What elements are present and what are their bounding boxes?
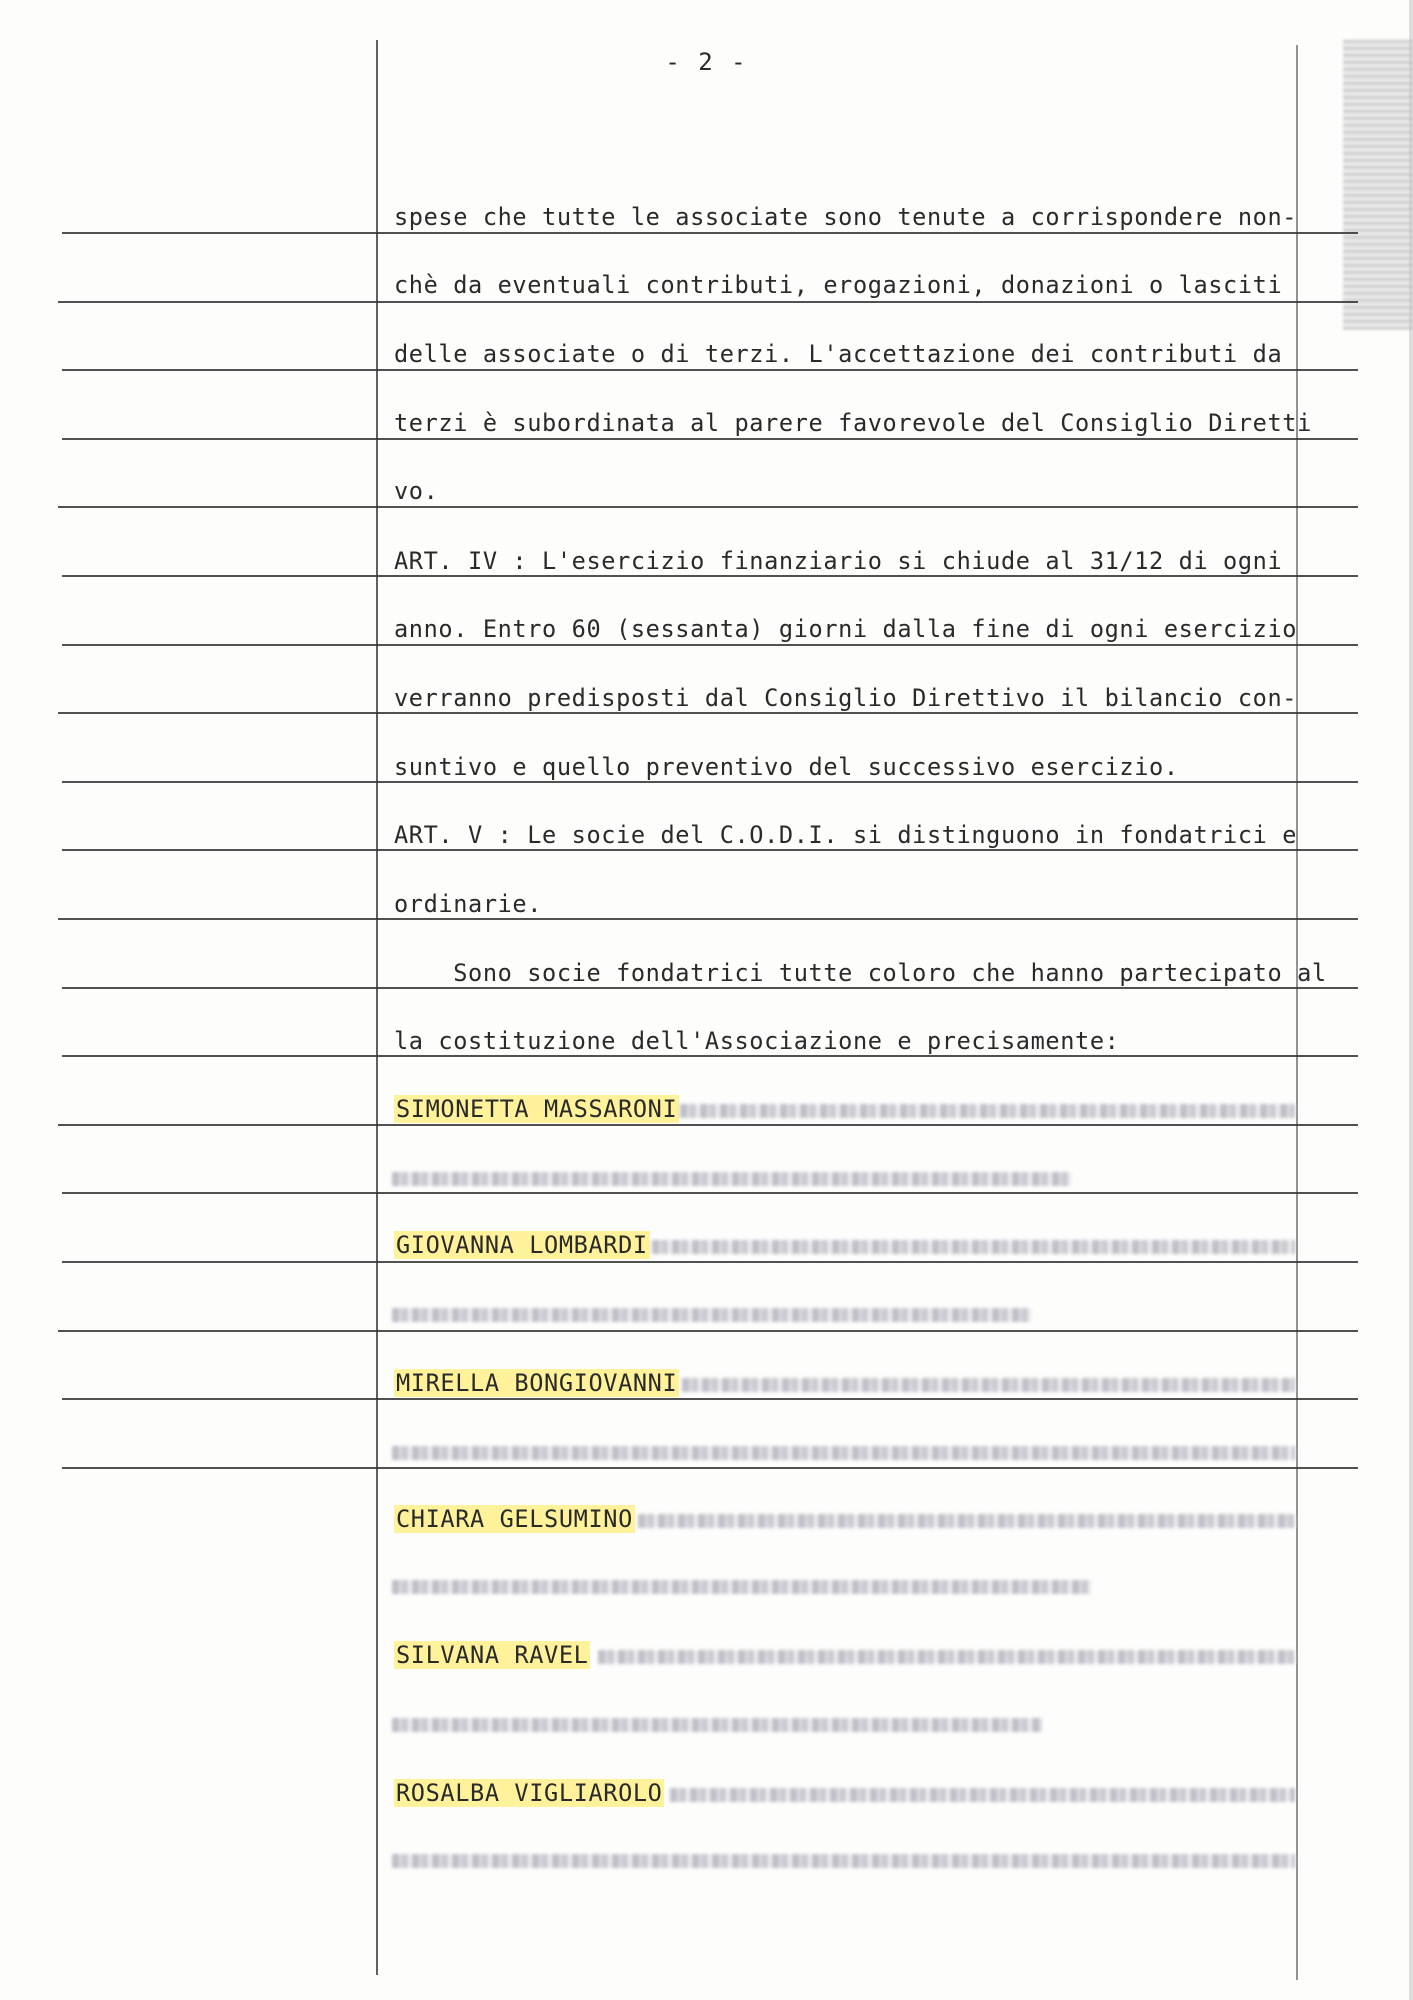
ruled-line [62, 1398, 1358, 1400]
scan-edge [1409, 0, 1413, 2000]
ruled-line [62, 438, 1358, 440]
founder-entry [394, 1504, 635, 1534]
page-number: - 2 - [665, 48, 748, 76]
text-line: ART. IV : L'esercizio finanziario si chiude al 31/12 di ogni [394, 547, 1283, 575]
ruled-line [62, 1467, 1358, 1469]
text-line: spese che tutte le associate sono tenute a corrispondere non- [394, 203, 1298, 231]
founder-name: SIMONETTA MASSARONI [396, 1095, 678, 1123]
text-line: ART. V : Le socie del C.O.D.I. si distinguono in fondatrici e [394, 821, 1298, 849]
text-line: verranno predisposti dal Consiglio Direttivo il bilancio con- [394, 684, 1298, 712]
redacted-details [392, 1446, 1295, 1460]
text-line: la costituzione dell'Associazione e precisamente: [394, 1027, 1120, 1055]
ruled-line [58, 1330, 1358, 1332]
ruled-line [58, 506, 1358, 508]
founder-entry [394, 1778, 664, 1808]
founder-entry [394, 1640, 590, 1670]
ruled-line [62, 1192, 1358, 1194]
founder-name: CHIARA GELSUMINO [396, 1505, 633, 1533]
founder-entry [394, 1368, 679, 1398]
founder-name: MIRELLA BONGIOVANNI [396, 1369, 678, 1397]
left-margin-rule [376, 40, 378, 1975]
founder-entry [394, 1230, 650, 1260]
redacted-details [392, 1172, 1072, 1186]
text-line: terzi è subordinata al parere favorevole del Consiglio Diretti [394, 409, 1312, 437]
founder-name: SILVANA RAVEL [396, 1641, 589, 1669]
redacted-details [682, 1378, 1295, 1392]
text-line: vo. [394, 477, 439, 505]
redacted-details [392, 1718, 1042, 1732]
redacted-details [670, 1788, 1295, 1802]
ruled-line [62, 232, 1358, 234]
redacted-details [392, 1854, 1295, 1868]
redacted-details [680, 1104, 1295, 1118]
scan-shadow [1343, 40, 1413, 330]
ruled-line [62, 1261, 1358, 1263]
redacted-details [392, 1308, 1032, 1322]
text-line: ordinarie. [394, 890, 543, 918]
right-margin-rule [1296, 45, 1298, 1980]
text-line: anno. Entro 60 (sessanta) giorni dalla fine di ogni esercizio [394, 615, 1298, 643]
ruled-line [58, 918, 1358, 920]
founder-name: ROSALBA VIGLIAROLO [396, 1779, 663, 1807]
redacted-details [638, 1514, 1295, 1528]
text-line: suntivo e quello preventivo del successivo esercizio. [394, 753, 1179, 781]
text-line: Sono socie fondatrici tutte coloro che hanno partecipato al [394, 959, 1327, 987]
redacted-details [392, 1580, 1092, 1594]
founder-entry [394, 1094, 679, 1124]
ruled-line [62, 369, 1358, 371]
redacted-details [652, 1240, 1295, 1254]
text-line: chè da eventuali contributi, erogazioni, donazioni o lasciti [394, 271, 1283, 299]
ruled-line [58, 301, 1358, 303]
text-line: delle associate o di terzi. L'accettazione dei contributi da [394, 340, 1283, 368]
founder-name: GIOVANNA LOMBARDI [396, 1231, 648, 1259]
ruled-line [62, 644, 1358, 646]
ruled-line [58, 1124, 1358, 1126]
redacted-details [598, 1650, 1295, 1664]
